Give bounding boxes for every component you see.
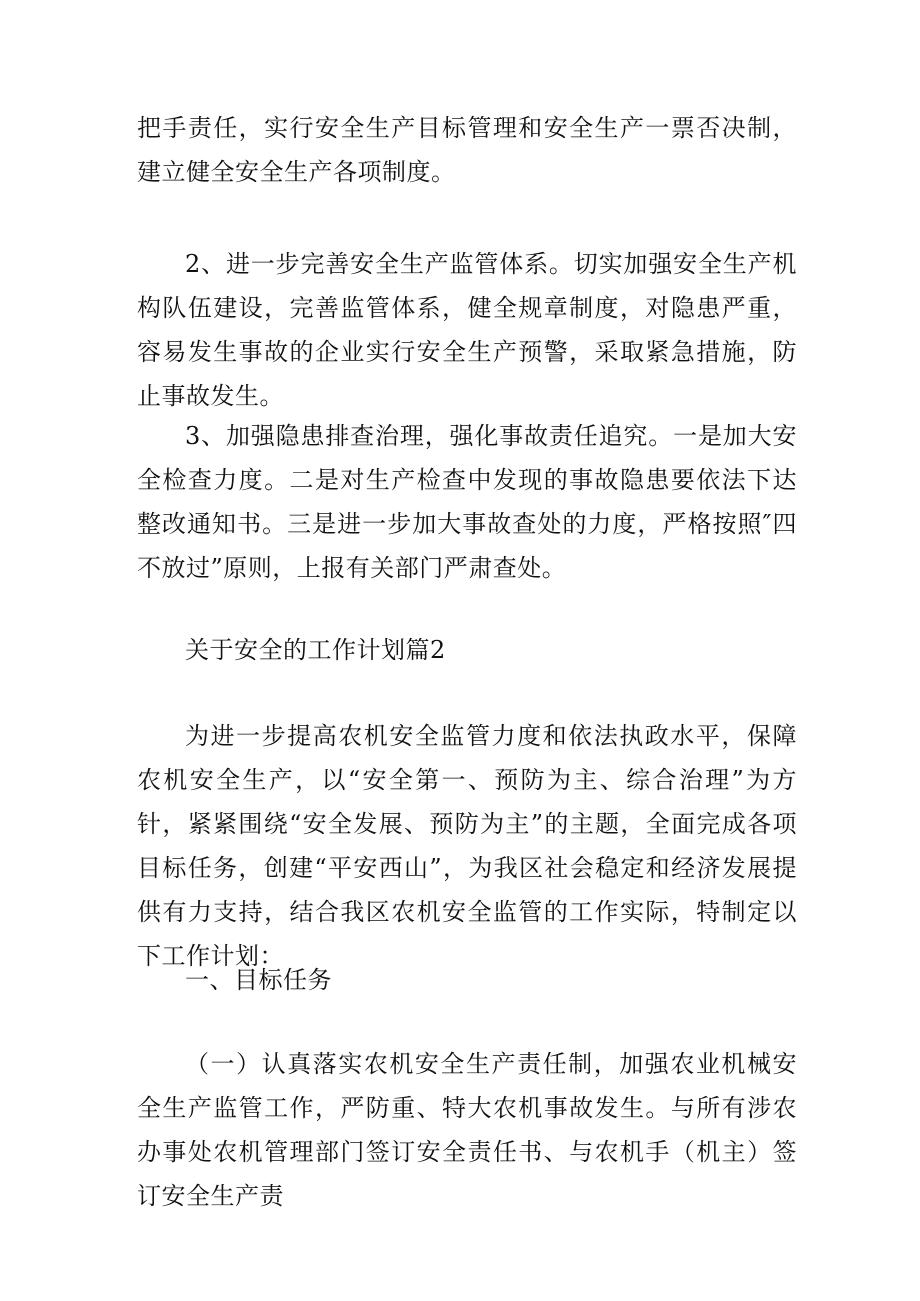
paragraph-item-3: 3、加强隐患排查治理，强化事故责任追究。一是加大安全检查力度。二是对生产检查中发现的事故隐患要依法下达整改通知书。三是进一步加大事故查处的力度，严格按照″四不放过”原则，上报有关部门严肃查处。 xyxy=(137,422,797,582)
subsection-heading-goals: 一、目标任务 xyxy=(185,966,332,994)
paragraph-intro: 为进一步提高农机安全监管力度和依法执政水平，保障农机安全生产，以“安全第一、预防为主、综合治理”为方针，紧紧围绕“安全发展、预防为主”的主题，全面完成各项目标任务，创建“平安西山”，为我区社会稳定和经济发展提供有力支持，结合我区农机安全监管的工作实际，特制定以下工作计划： xyxy=(137,722,797,970)
section-heading: 关于安全的工作计划篇2 xyxy=(185,636,446,664)
paragraph-continuation: 把手责任，实行安全生产目标管理和安全生产一票否决制，建立健全安全生产各项制度。 xyxy=(137,114,797,186)
paragraph-item-2: 2、进一步完善安全生产监管体系。切实加强安全生产机构队伍建设，完善监管体系，健全规章制度，对隐患严重，容易发生事故的企业实行安全生产预警，采取紧急措施，防止事故发生。 xyxy=(137,250,797,410)
paragraph-goal-1: （一）认真落实农机安全生产责任制，加强农业机械安全生产监管工作，严防重、特大农机事故发生。与所有涉农办事处农机管理部门签订安全责任书、与农机手（机主）签订安全生产责 xyxy=(137,1050,797,1210)
